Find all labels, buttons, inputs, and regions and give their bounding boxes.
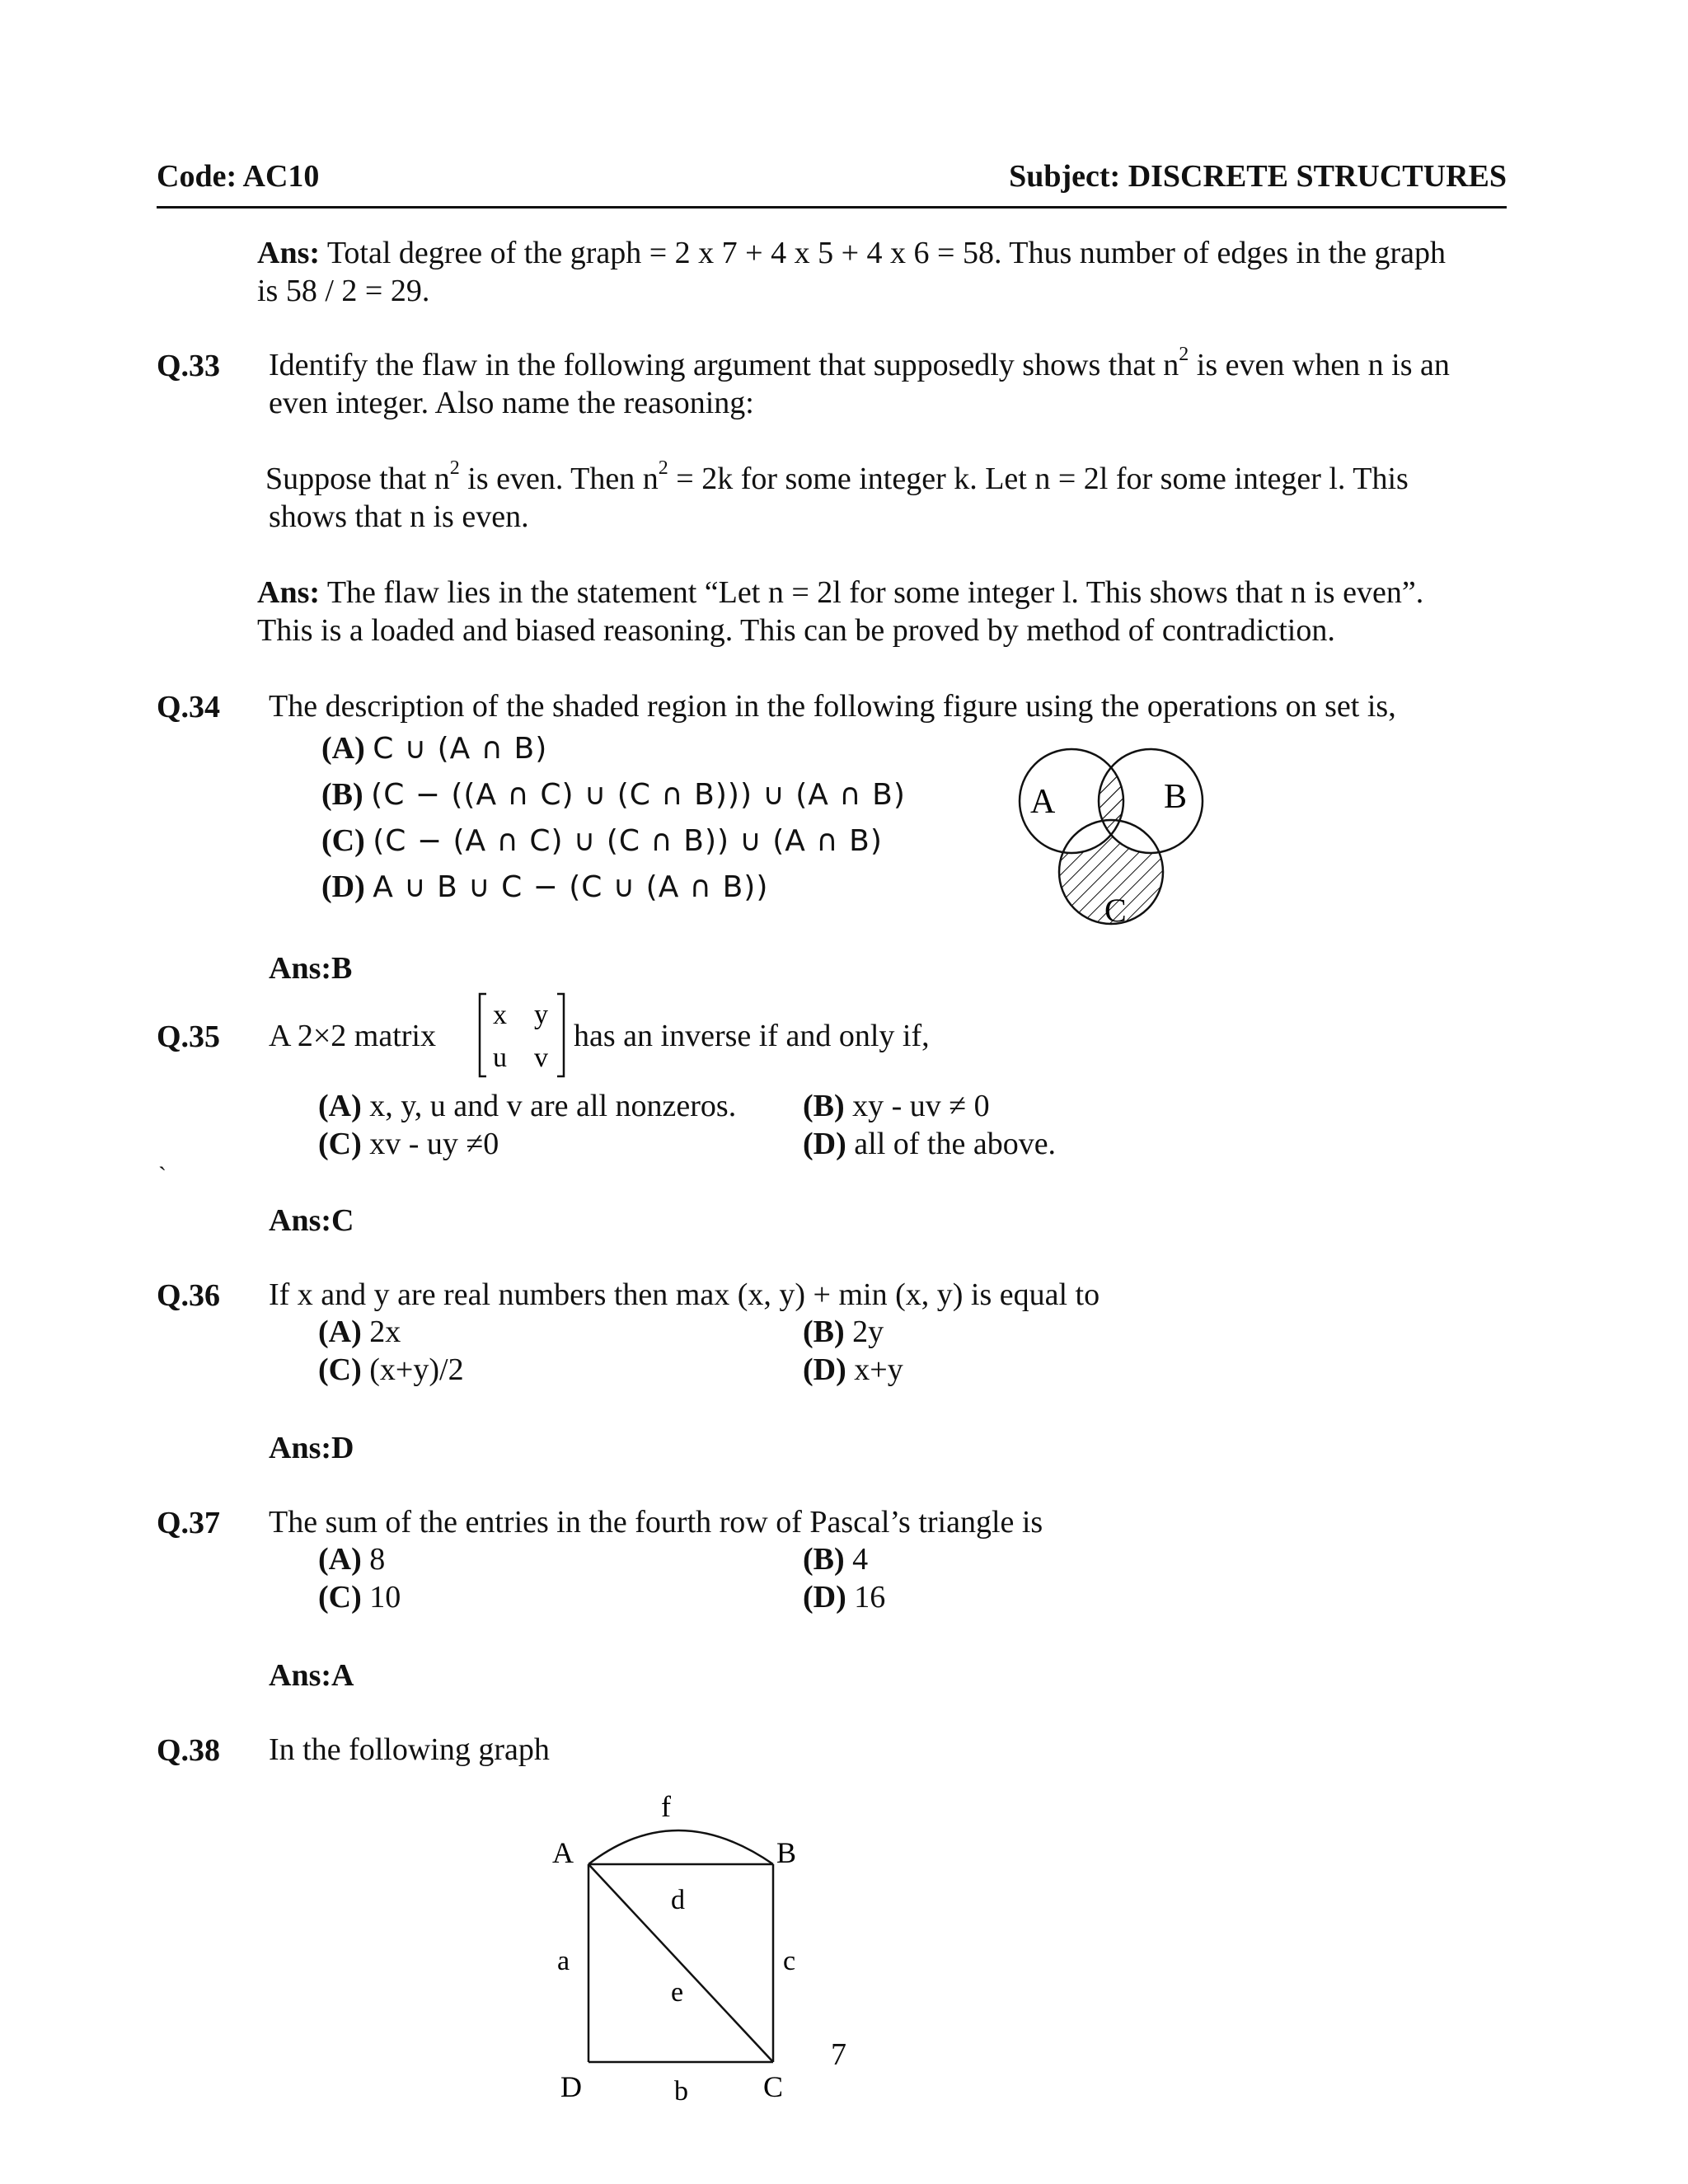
q35-option-c-text: xv - uy ≠0 [361, 1127, 499, 1161]
subject-header: Subject: DISCRETE STRUCTURES [1009, 159, 1507, 194]
prev-answer-line1 [257, 234, 1446, 272]
q36-option-a [318, 1314, 401, 1350]
q36-option-b-text: 2y [844, 1315, 884, 1349]
q33-answer-line2: This is a loaded and biased reasoning. This can be proved by method of contradiction. [257, 613, 1335, 648]
venn-label-b: B [1164, 778, 1188, 816]
q36-text: If x and y are real numbers then max (x, y) + min (x, y) is equal to [269, 1277, 1100, 1312]
q37-answer: Ans:A [269, 1658, 354, 1693]
venn-label-a: A [1030, 783, 1056, 821]
code-header: Code: AC10 [157, 159, 320, 194]
q36-option-c-label: (C) [318, 1352, 362, 1387]
q34-option-d-label: (D) [321, 869, 365, 904]
q33-sup: 2 [1179, 344, 1189, 365]
vertex-b: B [776, 1836, 797, 1869]
q37-option-b-label: (B) [803, 1542, 845, 1577]
q34-option-a-expr: C ∪ (A ∩ B) [373, 732, 548, 766]
q36-option-d-text: x+y [846, 1352, 903, 1387]
q34-option-c [321, 823, 883, 859]
q33-number: Q.33 [157, 349, 221, 383]
q37-option-d [803, 1579, 885, 1615]
q35-option-a-text: x, y, u and v are all nonzeros. [361, 1089, 737, 1123]
q33-line2: even integer. Also name the reasoning: [269, 386, 754, 420]
q35-option-d-label: (D) [803, 1127, 846, 1161]
vertex-a: A [552, 1836, 574, 1869]
vertex-d: D [560, 2070, 582, 2102]
q36-option-a-text: 2x [361, 1315, 401, 1349]
stray-mark: ` [158, 1162, 166, 1189]
q34-option-a-label: (A) [321, 731, 365, 766]
q36-option-c [318, 1352, 464, 1388]
q36-option-d [803, 1352, 903, 1388]
prev-answer-label: Ans: [257, 236, 321, 270]
q33-line1-a: Identify the flaw in the following argument that supposedly shows that n [269, 348, 1179, 382]
q37-option-a-text: 8 [361, 1542, 386, 1577]
q34-option-c-label: (C) [321, 823, 365, 858]
q34-option-c-expr: (C − (A ∩ C) ∪ (C ∩ B)) ∪ (A ∩ B) [373, 824, 883, 858]
q37-option-b [803, 1541, 868, 1577]
q35-option-a [318, 1088, 736, 1124]
q35-number: Q.35 [157, 1019, 221, 1054]
matrix-y: y [534, 1000, 548, 1030]
q33-answer-line1 [257, 574, 1423, 612]
q38-graph [536, 1788, 816, 2102]
q34-option-d [321, 869, 768, 905]
q36-option-b [803, 1314, 884, 1350]
q33-argument-line1 [265, 457, 1409, 502]
q33-arg-b: is even. Then n [459, 462, 659, 496]
q37-option-d-label: (D) [803, 1580, 846, 1615]
prev-answer-line2: is 58 / 2 = 29. [257, 274, 430, 308]
venn-diagram [1006, 733, 1220, 948]
q37-text: The sum of the entries in the fourth row of Pascal’s triangle is [269, 1505, 1043, 1540]
q35-matrix [476, 989, 567, 1081]
q34-option-b-label: (B) [321, 777, 363, 812]
q37-option-d-text: 16 [846, 1580, 886, 1615]
q33-arg-a: Suppose that n [265, 462, 450, 496]
q35-option-b-text: xy - uv ≠ 0 [844, 1089, 990, 1123]
q37-option-c [318, 1579, 401, 1615]
edge-label-b: b [674, 2076, 688, 2102]
q36-option-d-label: (D) [803, 1352, 846, 1387]
edge-f [588, 1830, 773, 1864]
vertex-c: C [763, 2070, 784, 2102]
q36-answer: Ans:D [269, 1431, 354, 1465]
edge-label-d: d [671, 1885, 685, 1915]
q33-answer-label: Ans: [257, 575, 321, 610]
matrix-v: v [534, 1043, 548, 1073]
q34-answer: Ans:B [269, 951, 353, 986]
q38-number: Q.38 [157, 1733, 221, 1768]
prev-answer-text: Total degree of the graph = 2 x 7 + 4 x 5 + 4 x 6 = 58. Thus number of edges in the graph [320, 236, 1447, 270]
q35-option-a-label: (A) [318, 1089, 362, 1123]
q36-option-c-text: (x+y)/2 [361, 1352, 464, 1387]
q37-option-a [318, 1541, 385, 1577]
q35-pre: A 2×2 matrix [269, 1019, 436, 1053]
q34-option-d-expr: A ∪ B ∪ C − (C ∪ (A ∩ B)) [373, 870, 769, 904]
edge-label-c: c [783, 1946, 796, 1976]
edge-label-a: a [557, 1946, 570, 1976]
q34-number: Q.34 [157, 690, 221, 724]
q33-arg-c: = 2k for some integer k. Let n = 2l for some integer l. This [668, 462, 1409, 496]
q38-text: In the following graph [269, 1732, 550, 1767]
header-rule [157, 206, 1507, 209]
q34-option-b-expr: (C − ((A ∩ C) ∪ (C ∩ B))) ∪ (A ∩ B) [371, 778, 906, 812]
q37-option-c-text: 10 [361, 1580, 401, 1615]
q34-option-b [321, 776, 906, 813]
q35-option-d [803, 1126, 1056, 1162]
q34-option-a [321, 730, 547, 766]
q35-option-c-label: (C) [318, 1127, 362, 1161]
q33-answer-text: The flaw lies in the statement “Let n = 2l for some integer l. This shows that n is even”. [320, 575, 1424, 610]
q33-arg-sup2: 2 [658, 457, 668, 479]
q33-line1-b: is even when n is an [1189, 348, 1450, 382]
q33-argument-line2: shows that n is even. [269, 499, 529, 534]
matrix-x: x [493, 1000, 507, 1030]
edge-label-f: f [661, 1790, 671, 1823]
q35-answer: Ans:C [269, 1203, 354, 1238]
q35-option-c [318, 1126, 499, 1162]
q37-option-b-text: 4 [844, 1542, 869, 1577]
q36-option-b-label: (B) [803, 1315, 845, 1349]
q33-line1 [269, 346, 1450, 388]
q35-post: has an inverse if and only if, [574, 1019, 930, 1053]
q33-arg-sup1: 2 [449, 457, 460, 479]
q34-text: The description of the shaded region in the following figure using the operations on set is, [269, 689, 1396, 724]
q35-option-d-text: all of the above. [846, 1127, 1057, 1161]
q35-option-b-label: (B) [803, 1089, 845, 1123]
matrix-u: u [493, 1043, 507, 1073]
page-number: 7 [831, 2037, 846, 2072]
venn-label-c: C [1104, 892, 1127, 929]
q37-number: Q.37 [157, 1506, 221, 1540]
q37-option-a-label: (A) [318, 1542, 362, 1577]
edge-label-e: e [671, 1977, 684, 2008]
q36-option-a-label: (A) [318, 1315, 362, 1349]
q35-option-b [803, 1088, 990, 1124]
q37-option-c-label: (C) [318, 1580, 362, 1615]
q36-number: Q.36 [157, 1278, 221, 1313]
